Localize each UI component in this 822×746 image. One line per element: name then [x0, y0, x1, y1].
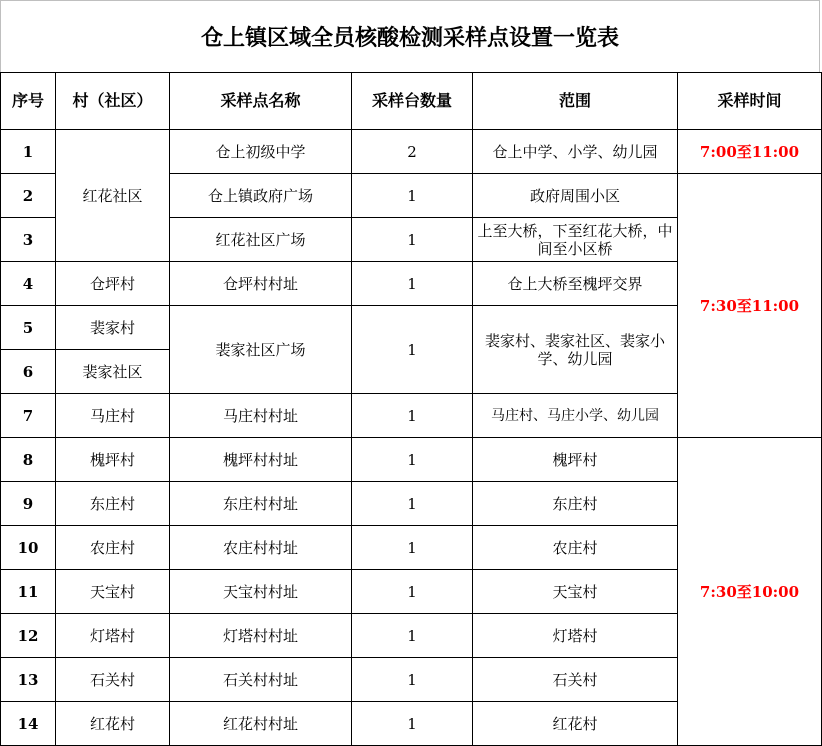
cell-scope: 仓上中学、小学、幼儿园 [473, 130, 678, 174]
cell-site: 仓上镇政府广场 [170, 174, 352, 218]
cell-site: 槐坪村村址 [170, 438, 352, 482]
cell-site: 红花社区广场 [170, 218, 352, 262]
header-count: 采样台数量 [352, 73, 473, 130]
cell-seq: 3 [1, 218, 56, 262]
cell-village: 石关村 [56, 658, 170, 702]
cell-seq: 1 [1, 130, 56, 174]
cell-seq: 2 [1, 174, 56, 218]
cell-count: 1 [352, 570, 473, 614]
cell-seq: 5 [1, 306, 56, 350]
cell-site: 灯塔村村址 [170, 614, 352, 658]
cell-count: 1 [352, 482, 473, 526]
cell-count: 2 [352, 130, 473, 174]
cell-scope: 政府周围小区 [473, 174, 678, 218]
cell-site: 石关村村址 [170, 658, 352, 702]
cell-site: 仓上初级中学 [170, 130, 352, 174]
header-seq: 序号 [1, 73, 56, 130]
page-title: 仓上镇区域全员核酸检测采样点设置一览表 [0, 0, 820, 72]
cell-village: 农庄村 [56, 526, 170, 570]
cell-village: 裴家村 [56, 306, 170, 350]
cell-seq: 7 [1, 394, 56, 438]
header-village: 村（社区） [56, 73, 170, 130]
cell-count: 1 [352, 438, 473, 482]
header-scope: 范围 [473, 73, 678, 130]
header-time: 采样时间 [678, 73, 822, 130]
cell-scope: 仓上大桥至槐坪交界 [473, 262, 678, 306]
cell-count: 1 [352, 526, 473, 570]
cell-scope: 灯塔村 [473, 614, 678, 658]
cell-seq: 8 [1, 438, 56, 482]
cell-scope: 上至大桥，下至红花大桥，中间至小区桥 [473, 218, 678, 262]
cell-scope: 天宝村 [473, 570, 678, 614]
cell-count: 1 [352, 658, 473, 702]
table-header-row [1, 73, 822, 130]
cell-seq: 4 [1, 262, 56, 306]
cell-scope: 裴家村、裴家社区、裴家小学、幼儿园 [473, 306, 678, 394]
cell-site: 仓坪村村址 [170, 262, 352, 306]
cell-scope: 石关村 [473, 658, 678, 702]
cell-site: 红花村村址 [170, 702, 352, 746]
cell-time: 7:30至11:00 [678, 174, 822, 438]
cell-count: 1 [352, 262, 473, 306]
cell-site: 马庄村村址 [170, 394, 352, 438]
cell-seq: 6 [1, 350, 56, 394]
cell-count: 1 [352, 702, 473, 746]
cell-seq: 13 [1, 658, 56, 702]
cell-count: 1 [352, 614, 473, 658]
cell-seq: 14 [1, 702, 56, 746]
cell-scope: 农庄村 [473, 526, 678, 570]
cell-site: 天宝村村址 [170, 570, 352, 614]
cell-village: 马庄村 [56, 394, 170, 438]
cell-scope: 红花村 [473, 702, 678, 746]
header-site: 采样点名称 [170, 73, 352, 130]
cell-village: 仓坪村 [56, 262, 170, 306]
table-row [1, 130, 822, 174]
cell-site: 裴家社区广场 [170, 306, 352, 394]
cell-count: 1 [352, 174, 473, 218]
cell-scope: 东庄村 [473, 482, 678, 526]
cell-time: 7:30至10:00 [678, 438, 822, 746]
cell-village: 槐坪村 [56, 438, 170, 482]
cell-village: 灯塔村 [56, 614, 170, 658]
table-row [1, 438, 822, 482]
cell-time: 7:00至11:00 [678, 130, 822, 174]
cell-village: 裴家社区 [56, 350, 170, 394]
cell-count: 1 [352, 394, 473, 438]
cell-seq: 9 [1, 482, 56, 526]
cell-site: 农庄村村址 [170, 526, 352, 570]
cell-site: 东庄村村址 [170, 482, 352, 526]
cell-count: 1 [352, 306, 473, 394]
cell-village: 天宝村 [56, 570, 170, 614]
cell-seq: 11 [1, 570, 56, 614]
cell-scope: 槐坪村 [473, 438, 678, 482]
cell-seq: 12 [1, 614, 56, 658]
cell-village: 红花社区 [56, 130, 170, 262]
cell-village: 红花村 [56, 702, 170, 746]
cell-count: 1 [352, 218, 473, 262]
cell-village: 东庄村 [56, 482, 170, 526]
cell-seq: 10 [1, 526, 56, 570]
sampling-sites-table [0, 72, 822, 746]
cell-scope: 马庄村、马庄小学、幼儿园 [473, 394, 678, 438]
